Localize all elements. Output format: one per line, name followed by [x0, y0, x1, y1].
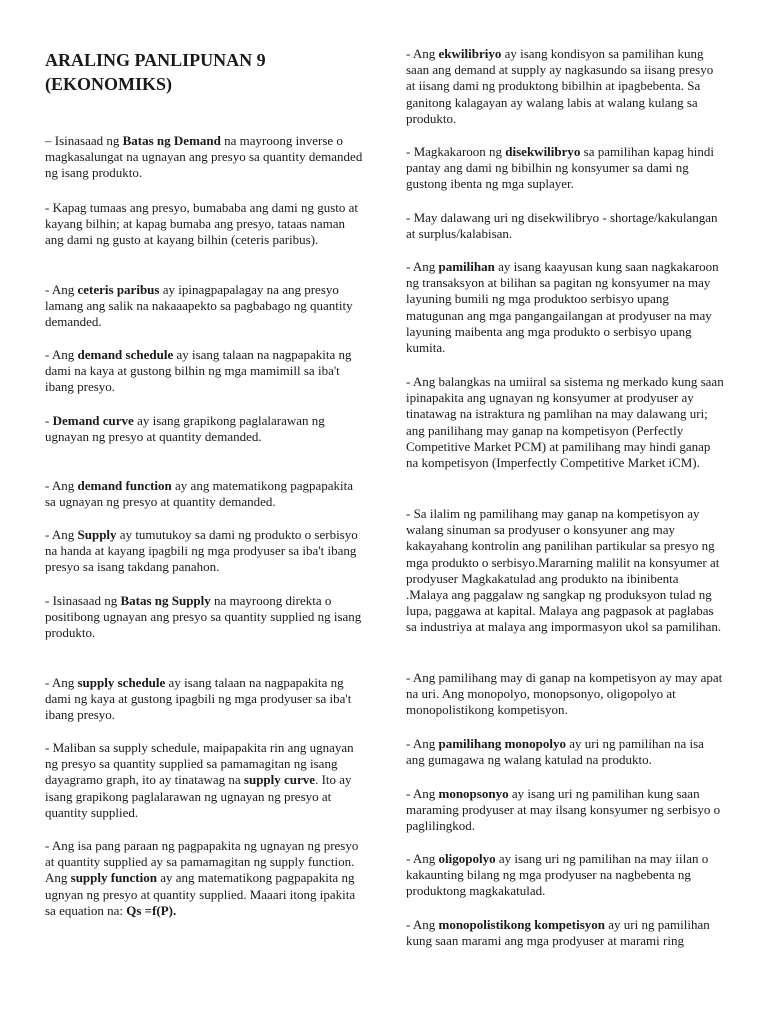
bold-term: pamilihan — [438, 259, 495, 274]
paragraph-supply-function — [45, 838, 363, 919]
text-run: - Ang — [406, 917, 439, 932]
text-run: - May dalawang uri ng disekwilibryo - shortage/kakulangan at surplus/kalabisan. — [406, 210, 718, 242]
text-run: - Ang — [45, 282, 78, 297]
paragraph-ceteris-paribus — [45, 282, 363, 331]
paragraph-monopolistikong-kompetisyon — [406, 917, 724, 949]
bold-term: monopsonyo — [438, 786, 509, 801]
bold-term: pamilihang monopolyo — [438, 736, 567, 751]
bold-term: Demand curve — [52, 413, 134, 428]
paragraph-uri-ng-disekwilibryo — [406, 210, 724, 242]
text-run: - Maliban sa supply schedule, maipapakita rin ang ugnayan ng presyo sa quantity supplied sa pamamagitan ng isang dayagramo graph, ito ay tinatawag na — [45, 740, 354, 788]
text-run: ay uri ng pamilihan kung saan marami ang mga prodyuser at marami ring — [406, 917, 710, 949]
paragraph-istraktura-ng-pamilihan — [406, 374, 724, 471]
text-run: ay tumutukoy sa dami ng produkto o serbisyo na handa at kayang ipagbili ng mga prodyuser sa iba't ibang presyo sa isang takdang panahon. — [45, 527, 358, 575]
bold-term: supply schedule — [77, 675, 166, 690]
paragraph-batas-ng-demand — [45, 133, 363, 182]
text-run: ay ipinagpapalagay na ang presyo lamang ang salik na nakaaapekto sa pagbabago ng quantity demanded. — [45, 282, 353, 330]
text-run: ay isang kaayusan kung saan nagkakaroon ng transaksyon at bilihan sa pagitan ng konsyumer na may layuning bumili ng mga produktoo serbisyo upang matugunan ang mga pangangailangan at prodyuser na may layuning maibenta ang mga produkto o serbisyo upang kumita. — [406, 259, 719, 356]
text-run: - Ang — [45, 527, 78, 542]
text-run: - Ang pamilihang may di ganap na kompetisyon ay may apat na uri. Ang monopolyo, monopsonyo, oligopolyo at monopolistikong kompetisyon. — [406, 670, 723, 718]
bold-term: monopolistikong kompetisyon — [438, 917, 606, 932]
bold-term: supply curve — [243, 772, 316, 788]
paragraph-ganap-na-kompetisyon — [406, 506, 724, 636]
text-run: ay isang kondisyon sa pamilihan kung saan ang demand at supply ay nagkasundo sa iisang presyo at iisang dami ng produktong bibilhin at ipagbebenta. Sa ganitong kalagayan ay walang labis at walang kulang sa produkto. — [406, 46, 714, 126]
bold-term: ekwilibriyo — [438, 46, 502, 61]
bold-term: oligopolyo — [438, 851, 496, 866]
bold-term: Batas ng Supply — [120, 593, 211, 608]
paragraph-supply-curve — [45, 740, 363, 821]
text-run: - Ang — [406, 259, 439, 274]
text-run: - Ang — [406, 46, 439, 61]
bold-term: demand schedule — [77, 347, 174, 362]
text-run: ay uri ng pamilihan na isa ang gumagawa ng walang katulad na produkto. — [406, 736, 704, 768]
paragraph-pamilihan — [406, 259, 724, 356]
paragraph-di-ganap-na-kompetisyon — [406, 670, 724, 719]
paragraph-presyo-dami — [45, 200, 363, 249]
text-run: na mayroong direkta o positibong ugnayan ang presyo sa quantity supplied ng isang produkto. — [45, 593, 362, 641]
text-run: - Ang — [45, 478, 78, 493]
text-run: ay isang grapikong paglalarawan ng ugnayan ng presyo at quantity demanded. — [45, 413, 325, 445]
text-run: ay ang matematikong pagpapakita sa ugnayan ng presyo at quantity demanded. — [45, 478, 353, 510]
text-run: - Ang — [406, 736, 439, 751]
bold-term: supply function — [70, 870, 157, 886]
paragraph-supply-schedule — [45, 675, 363, 724]
bold-term: Qs =f(P). — [126, 902, 177, 918]
text-run: - Ang balangkas na umiiral sa sistema ng merkado kung saan ipinapakita ang ugnayan ng konsyumer at prodyuser ay tinatawag na istraktura ng pamlihan na may dalawang uri; ang panilihang may ganap na kompetisyon (Perfectly Competitive Market PCM) at pamilihang may hindi ganap na kompetisyon (Imperfectly Competitive Market iCM). — [406, 374, 724, 471]
text-run: ay isang talaan na nagpapakita ng dami ng kaya at gustong ipagbili ng mga prodyuser sa iba't ibang presyo. — [45, 675, 352, 723]
text-run: . Ito ay isang grapikong paglalarawan ng ugnayan ng presyo at quantity supplied. — [45, 772, 352, 820]
paragraph-demand-function — [45, 478, 363, 510]
text-run: na mayroong inverse o magkasalungat na ugnayan ang presyo sa quantity demanded ng isang produkto. — [45, 133, 363, 181]
text-run: - Ang — [406, 786, 439, 801]
text-run: - Magkakaroon ng — [406, 144, 506, 159]
text-run: – Isinasaad ng — [45, 133, 123, 148]
text-run: - Isinasaad ng — [45, 593, 121, 608]
bold-term: Batas ng Demand — [122, 133, 221, 148]
paragraph-demand-schedule — [45, 347, 363, 396]
bold-term: demand function — [77, 478, 172, 493]
text-run: sa pamilihan kapag hindi pantay ang dami ng bibilhin ng konsyumer sa dami ng gustong ibenta ng mga suplayer. — [406, 144, 714, 192]
text-run: ay ang matematikong pagpapakita ng ugnyan ng presyo at quantity supplied. Maaari itong ipakita sa equation na: — [45, 870, 356, 918]
bold-term: Supply — [77, 527, 117, 542]
text-run: ay isang talaan na nagpapakita ng dami na kaya at gustong bilhin ng mga mamimill sa iba't ibang presyo. — [45, 347, 352, 395]
text-run: - Sa ilalim ng pamilihang may ganap na kompetisyon ay walang sinuman sa prodyuser o konsyuner ang may kakayahang kontrolin ang panilihan partikular sa presyo ng mga produkto o serbisyo.Mararning malilit na konsyumer at prodyuser Magkakatulad ang produkto na ibinibenta .Malaya ang paggalaw ng sangkap ng produksyon tulad ng lupa, paggawa at kapital. Malaya ang pagpasok at paglabas sa industriya at malaya ang impormasyon ukol sa pamilihan. — [406, 506, 722, 635]
paragraph-disekwilibryo — [406, 144, 724, 193]
text-run: ay isang uri ng pamilihan na may iilan o kakaunting bilang ng mga prodyuser na nagbebenta ng produktong magkakatulad. — [406, 851, 709, 899]
paragraph-oligopolyo — [406, 851, 724, 900]
text-run: - Ang isa pang paraan ng pagpapakita ng ugnayan ng presyo at quantity supplied ay sa pamamagitan ng supply function. Ang — [45, 838, 359, 886]
text-run: - — [45, 413, 53, 428]
bold-term: ceteris paribus — [77, 282, 160, 297]
paragraph-monopolyo — [406, 736, 724, 768]
text-run: - Kapag tumaas ang presyo, bumababa ang dami ng gusto at kayang bilhin; at kapag bumaba ang presyo, tataas naman ang dami ng gusto at kayang bilhin (ceteris paribus). — [45, 200, 358, 248]
text-run: ay isang uri ng pamilihan kung saan maraming prodyuser at may ilsang konsyumer ng serbisyo o paglilingkod. — [406, 786, 721, 834]
paragraph-monopsonyo — [406, 786, 724, 835]
text-run: - Ang — [45, 675, 78, 690]
bold-term: disekwilibryo — [505, 144, 581, 159]
paragraph-ekwilibriyo — [406, 46, 724, 127]
text-run: - Ang — [406, 851, 439, 866]
document-title: ARALING PANLIPUNAN 9 (EKONOMIKS) — [45, 50, 266, 94]
paragraph-batas-ng-supply — [45, 593, 363, 642]
paragraph-supply — [45, 527, 363, 576]
text-run: - Ang — [45, 347, 78, 362]
paragraph-demand-curve — [45, 413, 363, 445]
